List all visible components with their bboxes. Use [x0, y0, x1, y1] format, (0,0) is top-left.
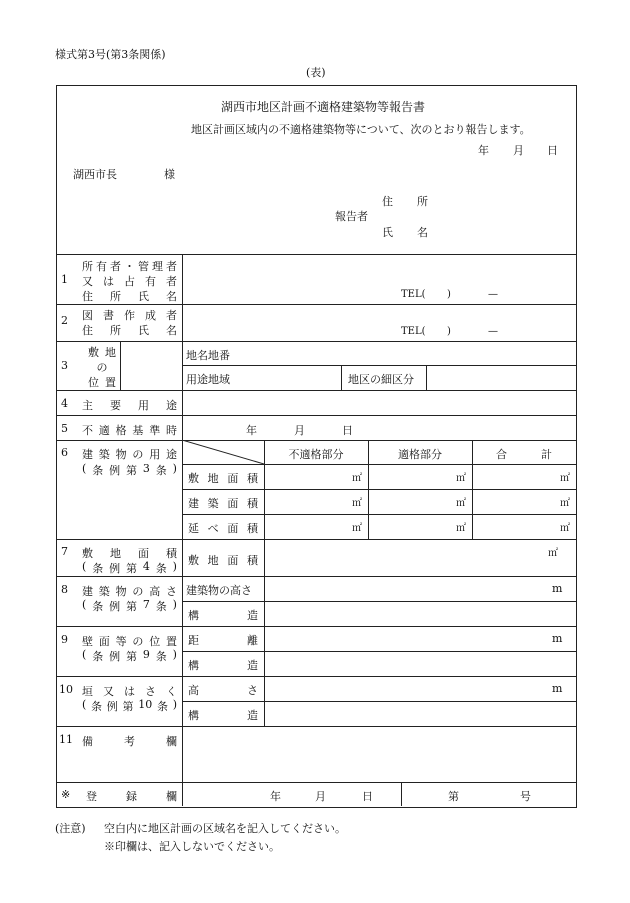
row5-year: 年 [246, 424, 257, 437]
header-total-2: 計 [541, 448, 552, 461]
note-1: 空白内に地区計画の区域名を記入してください。 [104, 822, 346, 835]
row1-tel-label: TEL( [401, 289, 426, 300]
reporter-label: 報告者 [335, 210, 368, 223]
unit-floor-conf: ㎡ [456, 523, 466, 534]
row7-number: 7 [61, 545, 68, 558]
lot-number-label: 地名地番 [186, 349, 230, 362]
row7-label-line2: ( 条 例 第 4 条 ) [82, 560, 177, 575]
row10-label-line2: ( 条 例 第 10 条 ) [82, 698, 177, 713]
row9-structure-field[interactable] [266, 653, 574, 675]
date-month: 月 [513, 144, 524, 157]
floor-area-nonconforming-field[interactable] [266, 516, 352, 538]
floor-area-conforming-field[interactable] [370, 516, 456, 538]
unit-building-total: ㎡ [560, 498, 570, 509]
use-zone-label: 用途地域 [186, 373, 230, 386]
row9-sub2: 構 造 [188, 659, 258, 672]
address-label-1: 住 [382, 195, 393, 208]
row1-tel-dash: — [488, 289, 498, 300]
row5-number: 5 [61, 422, 68, 435]
form-title: 湖西市地区計画不適格建築物等報告書 [221, 100, 426, 114]
drafter-address-name-field[interactable] [184, 306, 574, 339]
row2-label-line1: 図 書 作 成 者 [82, 309, 177, 322]
unit-site-conf: ㎡ [456, 473, 466, 484]
district-subdivision-field[interactable] [428, 367, 574, 389]
building-area-conforming-field[interactable] [370, 491, 456, 513]
unit-floor-total: ㎡ [560, 523, 570, 534]
reg-month: 月 [315, 790, 326, 803]
diagonal-line [182, 440, 264, 464]
row7-label-line1: 敷 地 面 積 [82, 547, 177, 560]
row3-number: 3 [61, 359, 68, 372]
row2-tel-close: ) [447, 326, 451, 337]
addressee: 湖西市長 [73, 168, 117, 181]
building-height-field[interactable] [266, 578, 546, 600]
row4-label: 主 要 用 途 [82, 399, 177, 412]
lot-number-field[interactable] [242, 343, 574, 364]
site-area-nonconforming-field[interactable] [266, 466, 352, 488]
item-floor-area: 延 べ 面 積 [188, 522, 258, 535]
fence-height-field[interactable] [266, 678, 546, 700]
side-label: (表) [306, 66, 326, 79]
notes-head: (注意) [55, 822, 86, 835]
reg-mark: ※ [61, 788, 71, 801]
row7-unit: ㎡ [548, 548, 558, 559]
row9-label-line1: 壁 面 等 の 位 置 [82, 635, 177, 648]
row9-unit: m [552, 632, 563, 645]
site-area-total-field[interactable] [474, 466, 560, 488]
note-2: ※印欄は、記入しないでください。 [104, 840, 280, 853]
row2-tel-label: TEL( [401, 326, 426, 337]
row1-label-line2: 又 は 占 有 者 [82, 275, 177, 288]
row10-unit: m [552, 682, 563, 695]
row10-label-line1: 垣 又 は さ く [82, 685, 177, 698]
use-zone-field[interactable] [242, 367, 340, 389]
site-area-ordinance-field[interactable] [266, 541, 542, 574]
row11-number: 11 [59, 733, 73, 746]
row9-label-line2: ( 条 例 第 9 条 ) [82, 648, 177, 663]
row3-label-c: 位 置 [88, 376, 116, 389]
row6-label-line1: 建 築 物 の 用 途 [82, 448, 177, 461]
row8-label-line2: ( 条 例 第 7 条 ) [82, 598, 177, 613]
row2-tel-dash: — [488, 326, 498, 337]
row8-sub1: 建築物の高さ [186, 584, 252, 597]
name-label-2: 名 [417, 226, 428, 239]
reg-day: 日 [362, 790, 373, 803]
form-label: 様式第3号(第3条関係) [55, 48, 166, 61]
row9-number: 9 [61, 633, 68, 646]
row2-label-line2: 住 所 氏 名 [82, 324, 177, 337]
reg-label: 登 録 欄 [86, 790, 177, 803]
name-label-1: 氏 [382, 226, 393, 239]
date-day: 日 [547, 144, 558, 157]
row4-number: 4 [61, 397, 68, 410]
row1-number: 1 [61, 273, 68, 286]
wall-distance-field[interactable] [266, 628, 546, 650]
site-area-conforming-field[interactable] [370, 466, 456, 488]
honorific: 様 [164, 168, 175, 181]
header-nonconforming: 不適格部分 [288, 448, 344, 461]
row8-number: 8 [61, 583, 68, 596]
row10-structure-field[interactable] [266, 703, 574, 725]
item-building-area: 建 築 面 積 [188, 497, 258, 510]
row8-sub2: 構 造 [188, 609, 258, 622]
owner-address-name-field[interactable] [184, 256, 574, 302]
unit-site-nonconf: ㎡ [352, 473, 362, 484]
row10-sub1: 高 さ [188, 684, 258, 697]
row5-month: 月 [294, 424, 305, 437]
nonconforming-date-field[interactable] [184, 417, 574, 439]
row7-sub-label: 敷 地 面 積 [188, 554, 258, 567]
reg-num-prefix: 第 [448, 790, 459, 803]
district-subdivision-label: 地区の細区分 [348, 373, 414, 386]
row3-label-b: の [96, 361, 108, 374]
row8-label-line1: 建 築 物 の 高 さ [82, 585, 177, 598]
unit-building-nonconf: ㎡ [352, 498, 362, 509]
remarks-field[interactable] [184, 728, 574, 781]
address-label-2: 所 [417, 195, 428, 208]
row6-label-line2: ( 条 例 第 3 条 ) [82, 462, 177, 477]
intro-text: 地区計画区域内の不適格建築物等について、次のとおり報告します。 [191, 123, 531, 136]
header-total-1: 合 [496, 448, 507, 461]
unit-building-conf: ㎡ [456, 498, 466, 509]
row9-sub1: 距 離 [188, 634, 258, 647]
row6-number: 6 [61, 446, 68, 459]
row2-number: 2 [61, 314, 68, 327]
unit-site-total: ㎡ [560, 473, 570, 484]
row10-sub2: 構 造 [188, 709, 258, 722]
row8-unit: m [552, 582, 563, 595]
building-area-total-field[interactable] [474, 491, 560, 513]
main-use-field[interactable] [184, 392, 574, 414]
row5-label: 不 適 格 基 準 時 [82, 424, 177, 437]
row1-label-line3: 住 所 氏 名 [82, 290, 177, 303]
row8-structure-field[interactable] [266, 603, 574, 625]
row10-number: 10 [59, 683, 73, 696]
row1-tel-close: ) [447, 289, 451, 300]
header-conforming: 適格部分 [398, 448, 442, 461]
reg-num-suffix: 号 [520, 790, 531, 803]
reg-year: 年 [270, 790, 281, 803]
row3-label-a: 敷 地 [88, 346, 116, 359]
date-year: 年 [478, 144, 489, 157]
floor-area-total-field[interactable] [474, 516, 560, 538]
unit-floor-nonconf: ㎡ [352, 523, 362, 534]
building-area-nonconforming-field[interactable] [266, 491, 352, 513]
row5-day: 日 [342, 424, 353, 437]
row11-label: 備 考 欄 [82, 735, 177, 748]
item-site-area: 敷 地 面 積 [188, 472, 258, 485]
row1-label-line1: 所 有 者 ・ 管 理 者 [82, 260, 177, 273]
